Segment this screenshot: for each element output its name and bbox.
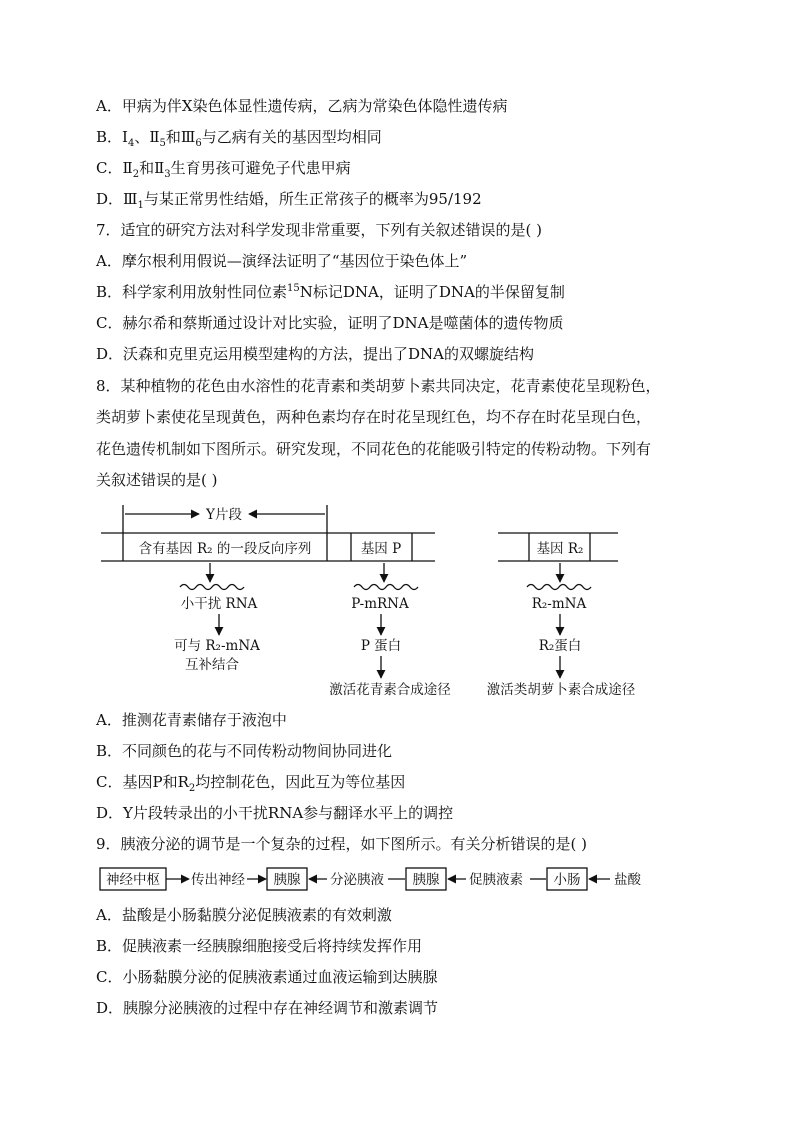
- col1-rna-wave: [180, 585, 244, 590]
- col2-result: 激活花青素合成途径: [329, 682, 451, 698]
- q8-stem-line-1: 8．某种植物的花色由水溶性的花青素和类胡萝卜素共同决定，花青素使花呈现粉色，: [96, 377, 661, 395]
- q6-option-c: C．$Ⅱ_2$和$Ⅱ_3$生育男孩可避免子代患甲病: [96, 159, 351, 180]
- col3-rna-wave: [527, 585, 591, 590]
- q8-option-b: B．不同颜色的花与不同传粉动物间协同进化: [96, 742, 393, 760]
- box-small-intestine-label: 小肠: [553, 872, 581, 888]
- box3-label: 基因 R₂: [536, 541, 584, 557]
- box-pancreas-2-label: 胰腺: [412, 872, 440, 888]
- q7-option-b: B．科学家利用放射性同位素$^{15}$N标记DNA，证明了DNA的半保留复制: [96, 283, 565, 301]
- q9-option-b: B．促胰液素一经胰腺细胞接受后将持续发挥作用: [96, 937, 423, 955]
- box-neural-center-label: 神经中枢: [106, 872, 160, 888]
- col2-rna-wave: [354, 585, 418, 590]
- q6-option-b: B．$Ⅰ_4$、$Ⅱ_5$和$Ⅲ_6$与乙病有关的基因型均相同: [96, 128, 382, 149]
- q8-stem-line-2: 类胡萝卜素使花呈现黄色，两种色素均存在时花呈现红色，均不存在时花呈现白色，: [96, 408, 652, 426]
- col1-result-line-2: 互补结合: [185, 657, 239, 673]
- col3-rna-label: R₂-mNA: [531, 596, 587, 612]
- q9-option-a: A．盐酸是小肠黏膜分泌促胰液素的有效刺激: [96, 906, 392, 924]
- col3-protein-label: R₂蛋白: [538, 638, 582, 654]
- q8-option-d: D．Y片段转录出的小干扰RNA参与翻译水平上的调控: [96, 804, 454, 822]
- col2-rna-label: P-mRNA: [351, 596, 409, 612]
- edge-secrete-label: 分泌胰液: [330, 872, 384, 888]
- q8-option-a: A．推测花青素储存于液泡中: [96, 711, 287, 729]
- box2-label: 基因 P: [360, 541, 402, 557]
- box1-label: 含有基因 R₂ 的一段反向序列: [138, 541, 312, 557]
- q7-option-d: D．沃森和克里克运用模型建构的方法，提出了DNA的双螺旋结构: [96, 345, 535, 363]
- q7-option-c: C．赫尔希和蔡斯通过设计对比实验，证明了DNA是噬菌体的遗传物质: [96, 314, 564, 332]
- box-pancreas-1-label: 胰腺: [273, 872, 301, 888]
- q7-stem: 7．适宜的研究方法对科学发现非常重要，下列有关叙述错误的是( ): [96, 221, 543, 239]
- q6-option-a: A．甲病为伴X染色体显性遗传病，乙病为常染色体隐性遗传病: [96, 97, 508, 115]
- q8-stem-line-3: 花色遗传机制如下图所示。研究发现，不同花色的花能吸引特定的传粉动物。下列有: [96, 440, 652, 458]
- edge-out-nerve-label: 传出神经: [191, 872, 245, 888]
- edge-acid-label: 盐酸: [614, 872, 641, 888]
- col2-protein-label: P 蛋白: [360, 638, 402, 654]
- q9-stem: 9．胰液分泌的调节是一个复杂的过程，如下图所示。有关分析错误的是( ): [96, 835, 588, 853]
- y-segment-label: Y片段: [206, 507, 242, 523]
- col3-result: 激活类胡萝卜素合成途径: [486, 682, 636, 698]
- q9-option-c: C．小肠黏膜分泌的促胰液素通过血液运输到达胰腺: [96, 968, 438, 986]
- pancreatic-secretion-flow: [0, 862, 794, 896]
- q8-option-c: C．基因P和$R_2$均控制花色，因此互为等位基因: [96, 773, 406, 794]
- edge-secretin-label: 促胰液素: [469, 872, 523, 888]
- col1-rna-label: 小干扰 RNA: [180, 596, 258, 612]
- q9-option-d: D．胰腺分泌胰液的过程中存在神经调节和激素调节: [96, 999, 439, 1017]
- gene-regulation-diagram: [0, 500, 794, 710]
- col1-result-line-1: 可与 R₂-mNA: [174, 638, 260, 654]
- q7-option-a: A．摩尔根利用假说—演绎法证明了“基因位于染色体上”: [96, 252, 468, 270]
- q6-option-d: D．$Ⅲ_1$与某正常男性结婚，所生正常孩子的概率为95/192: [96, 190, 482, 211]
- q8-stem-line-4: 关叙述错误的是( ): [96, 471, 218, 489]
